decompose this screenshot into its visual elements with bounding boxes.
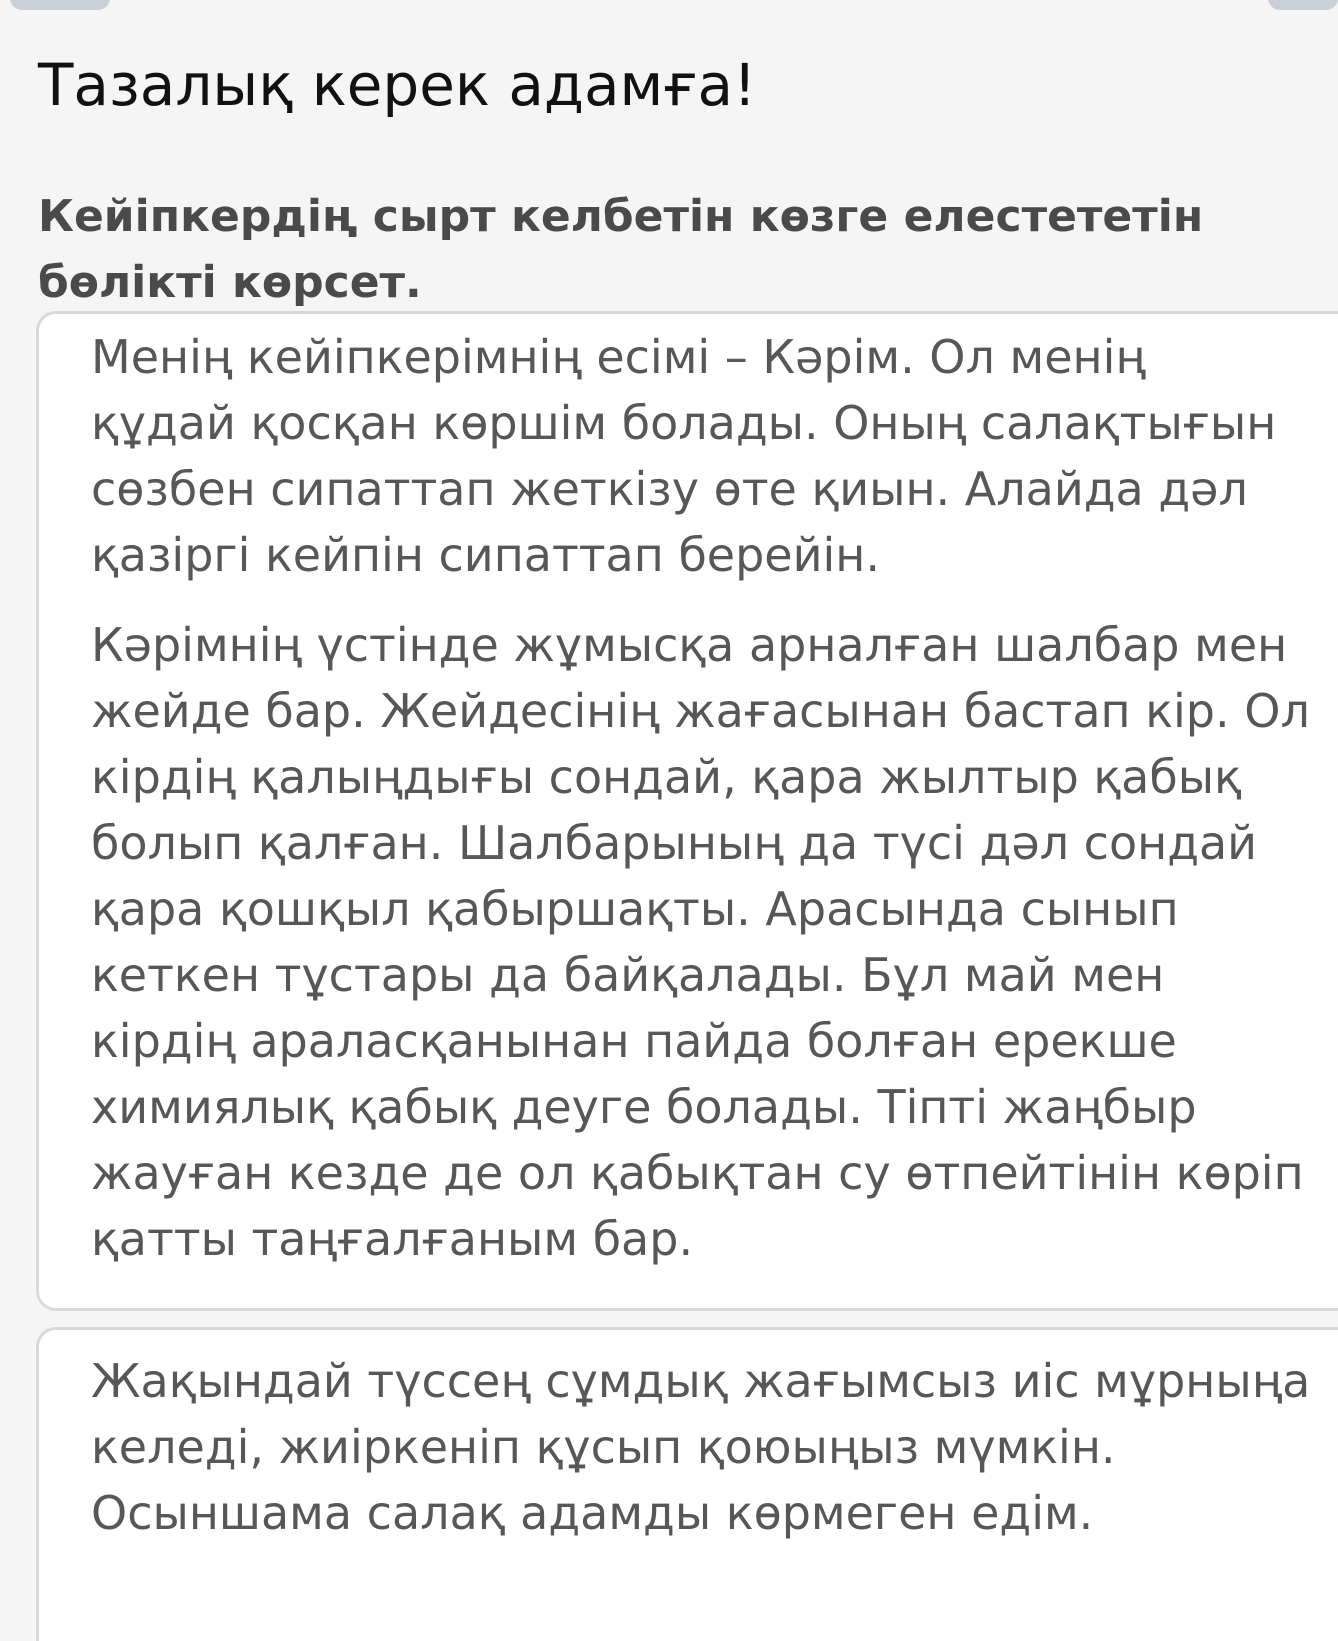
- answer-line: кірдің араласқанынан пайда болған ерекше: [91, 1014, 1177, 1068]
- question-line: бөлікті көрсет.: [38, 257, 422, 308]
- answer-line: болып қалған. Шалбарының да түсі дәл сондай: [91, 816, 1258, 870]
- page-title: Тазалық керек адамға!: [38, 50, 757, 119]
- answer-line: Менің кейіпкерімнің есімі – Кәрім. Ол менің: [91, 330, 1146, 384]
- question-line: Кейіпкердің сырт келбетін көзге елестететін: [38, 191, 1204, 242]
- answer-option-2[interactable]: [36, 1327, 1338, 1641]
- answer-line: қазіргі кейпін сипаттап берейін.: [91, 528, 880, 582]
- answer-line: Осыншама салақ адамды көрмеген едім.: [91, 1486, 1094, 1540]
- answer-line: қара қошқыл қабыршақты. Арасында сынып: [91, 882, 1179, 936]
- answer-option-1[interactable]: [36, 311, 1338, 1311]
- answer-line: химиялық қабық деуге болады. Тіпті жаңбыр: [91, 1080, 1197, 1134]
- answer-line: сөзбен сипаттап жеткізу өте қиын. Алайда дәл: [91, 462, 1248, 516]
- top-left-partial-button[interactable]: [10, 0, 110, 10]
- answer-line: жауған кезде де ол қабықтан су өтпейтінін көріп: [91, 1146, 1304, 1200]
- answer-line: қатты таңғалғаным бар.: [91, 1212, 694, 1266]
- answer-line: кірдің қалыңдығы сондай, қара жылтыр қабық: [91, 750, 1242, 804]
- answer-line: жейде бар. Жейдесінің жағасынан бастап кір. Ол: [91, 684, 1310, 738]
- answer-paragraph: [91, 612, 1310, 1272]
- answer-line: кеткен тұстары да байқалады. Бұл май мен: [91, 948, 1165, 1002]
- answer-line: Жақындай түссең сұмдық жағымсыз иіс мұрныңа: [91, 1354, 1311, 1408]
- answer-line: құдай қосқан көршім болады. Оның салақтығын: [91, 396, 1277, 450]
- question-prompt: [38, 184, 1248, 316]
- answer-line: Кәрімнің үстінде жұмысқа арналған шалбар мен: [91, 618, 1288, 672]
- top-right-partial-button[interactable]: [1268, 0, 1338, 10]
- answer-paragraph: [91, 324, 1277, 588]
- answer-paragraph: [91, 1348, 1311, 1546]
- answer-line: келеді, жиіркеніп құсып қоюыңыз мүмкін.: [91, 1420, 1116, 1474]
